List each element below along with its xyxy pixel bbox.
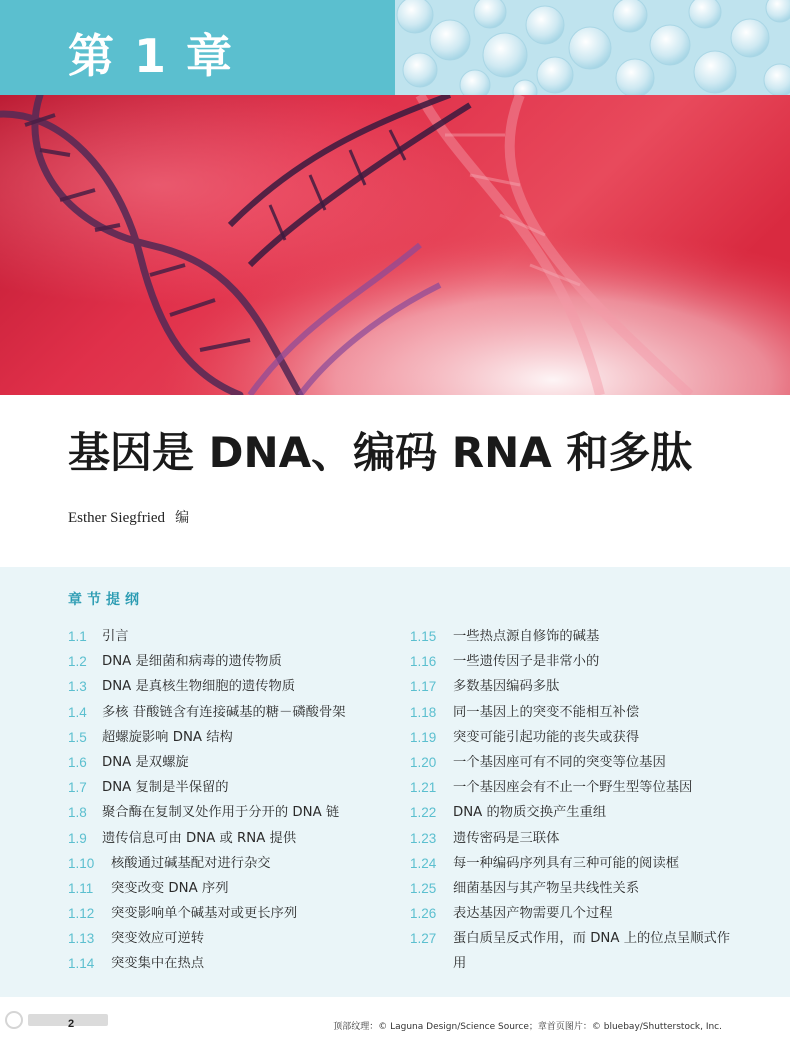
author-name: Esther Siegfried <box>68 510 166 526</box>
outline-item-number: 1.20 <box>410 754 437 770</box>
outline-item <box>68 775 398 800</box>
outline-item-number: 1.24 <box>410 855 437 871</box>
outline-item-number: 1.14 <box>68 956 95 972</box>
outline-item-text: 遗传信息可由 DNA 或 RNA 提供 <box>102 830 297 846</box>
outline-item <box>68 851 398 876</box>
outline-item-number: 1.12 <box>68 906 95 922</box>
outline-item-number: 1.9 <box>68 830 87 846</box>
outline-item-text: 超螺旋影响 DNA 结构 <box>102 729 233 745</box>
outline-item <box>410 876 750 901</box>
outline-item-text: 突变可能引起功能的丧失或获得 <box>453 729 640 745</box>
image-credit: 顶部纹理：© Laguna Design/Science Source；章首页图片：© bluebay/Shutterstock, Inc. <box>333 1022 722 1032</box>
author-role: 编 <box>175 510 190 526</box>
outline-item-text: DNA 是双螺旋 <box>102 754 189 770</box>
chapter-tab <box>0 0 395 95</box>
outline-item-text: 一个基因座可有不同的突变等位基因 <box>453 754 666 770</box>
outline-item <box>68 800 398 825</box>
outline-item-text: DNA 是真核生物细胞的遗传物质 <box>102 679 296 695</box>
outline-item <box>68 901 398 926</box>
outline-item <box>410 649 750 674</box>
outline-item-number: 1.27 <box>410 931 437 947</box>
outline-item-number: 1.3 <box>68 679 87 695</box>
page-number: 2 <box>68 1018 75 1030</box>
outline-item <box>68 674 398 699</box>
outline-item-text: 突变集中在热点 <box>111 956 205 972</box>
author-line <box>68 507 189 527</box>
outline-item-number: 1.21 <box>410 780 437 796</box>
outline-item-number: 1.5 <box>68 729 87 745</box>
outline-item <box>410 624 750 649</box>
outline-item-number: 1.8 <box>68 805 87 821</box>
page-footer <box>0 997 790 1037</box>
outline-item-text: 多数基因编码多肽 <box>453 679 560 695</box>
chapter-label: 第 1 章 <box>68 29 235 83</box>
outline-item-text: 引言 <box>102 629 129 644</box>
outline-item-number: 1.17 <box>410 679 437 695</box>
outline-item-text: 一些热点源自修饰的碱基 <box>453 629 600 644</box>
outline-item <box>410 674 750 699</box>
outline-item <box>410 826 750 851</box>
outline-item <box>68 926 398 951</box>
outline-item-number: 1.10 <box>68 855 95 871</box>
outline-item-number: 1.7 <box>68 780 87 796</box>
cell-texture-image <box>395 0 790 95</box>
outline-item-number: 1.23 <box>410 830 437 846</box>
outline-item-number: 1.19 <box>410 729 437 745</box>
outline-item-number: 1.6 <box>68 754 87 770</box>
outline-item-number: 1.16 <box>410 654 437 670</box>
outline-item-text: 细菌基因与其产物呈共线性关系 <box>453 880 640 896</box>
outline-column-left <box>68 624 398 977</box>
watermark-logo <box>4 1009 114 1031</box>
outline-item <box>410 901 750 926</box>
outline-item-text: 一个基因座会有不止一个野生型等位基因 <box>453 780 693 796</box>
outline-item-number: 1.15 <box>410 629 437 644</box>
outline-item-text: 核酸通过碱基配对进行杂交 <box>111 855 271 871</box>
outline-item-number: 1.22 <box>410 805 437 821</box>
outline-item-text: 突变影响单个碱基对或更长序列 <box>111 906 298 922</box>
outline-item-number: 1.2 <box>68 654 87 670</box>
outline-item <box>68 750 398 775</box>
outline-item-text: 聚合酶在复制叉处作用于分开的 DNA 链 <box>102 805 340 821</box>
outline-column-right <box>410 624 750 977</box>
chapter-outline <box>0 567 790 997</box>
outline-item <box>68 700 398 725</box>
outline-item <box>410 851 750 876</box>
outline-item-text: DNA 的物质交换产生重组 <box>453 805 607 821</box>
outline-item <box>410 725 750 750</box>
dna-helix-image <box>0 95 790 395</box>
outline-item <box>68 725 398 750</box>
outline-item-text: 每一种编码序列具有三种可能的阅读框 <box>453 855 680 871</box>
outline-item-number: 1.26 <box>410 906 437 922</box>
chapter-header <box>0 0 790 95</box>
outline-item-text: 一些遗传因子是非常小的 <box>453 654 600 670</box>
outline-item-number: 1.4 <box>68 704 87 720</box>
outline-item <box>410 775 750 800</box>
outline-item-text: 突变改变 DNA 序列 <box>111 880 229 896</box>
outline-item <box>410 926 750 976</box>
chapter-title: 基因是 DNA、编码 RNA 和多肽 <box>68 428 693 477</box>
outline-item-text: 蛋白质呈反式作用，而 DNA 上的位点呈顺式作用 <box>453 931 731 972</box>
outline-item-text: 多核 苷酸链含有连接碱基的糖－磷酸骨架 <box>102 704 346 720</box>
outline-heading: 章节提纲 <box>68 592 144 608</box>
outline-item-number: 1.1 <box>68 629 87 644</box>
outline-item-text: DNA 复制是半保留的 <box>102 780 229 796</box>
outline-item-number: 1.18 <box>410 704 437 720</box>
outline-item <box>410 700 750 725</box>
outline-item <box>68 826 398 851</box>
outline-item <box>68 649 398 674</box>
outline-item-text: 同一基因上的突变不能相互补偿 <box>453 704 640 720</box>
outline-item-text: 遗传密码是三联体 <box>453 830 560 846</box>
outline-item-text: 表达基因产物需要几个过程 <box>453 906 613 922</box>
outline-item <box>68 876 398 901</box>
outline-item-text: DNA 是细菌和病毒的遗传物质 <box>102 654 282 670</box>
outline-item <box>410 750 750 775</box>
outline-item <box>410 800 750 825</box>
outline-item-text: 突变效应可逆转 <box>111 931 205 947</box>
outline-item-number: 1.25 <box>410 880 437 896</box>
outline-item <box>68 951 398 976</box>
outline-item-number: 1.11 <box>68 880 94 896</box>
outline-item <box>68 624 398 649</box>
outline-item-number: 1.13 <box>68 931 95 947</box>
